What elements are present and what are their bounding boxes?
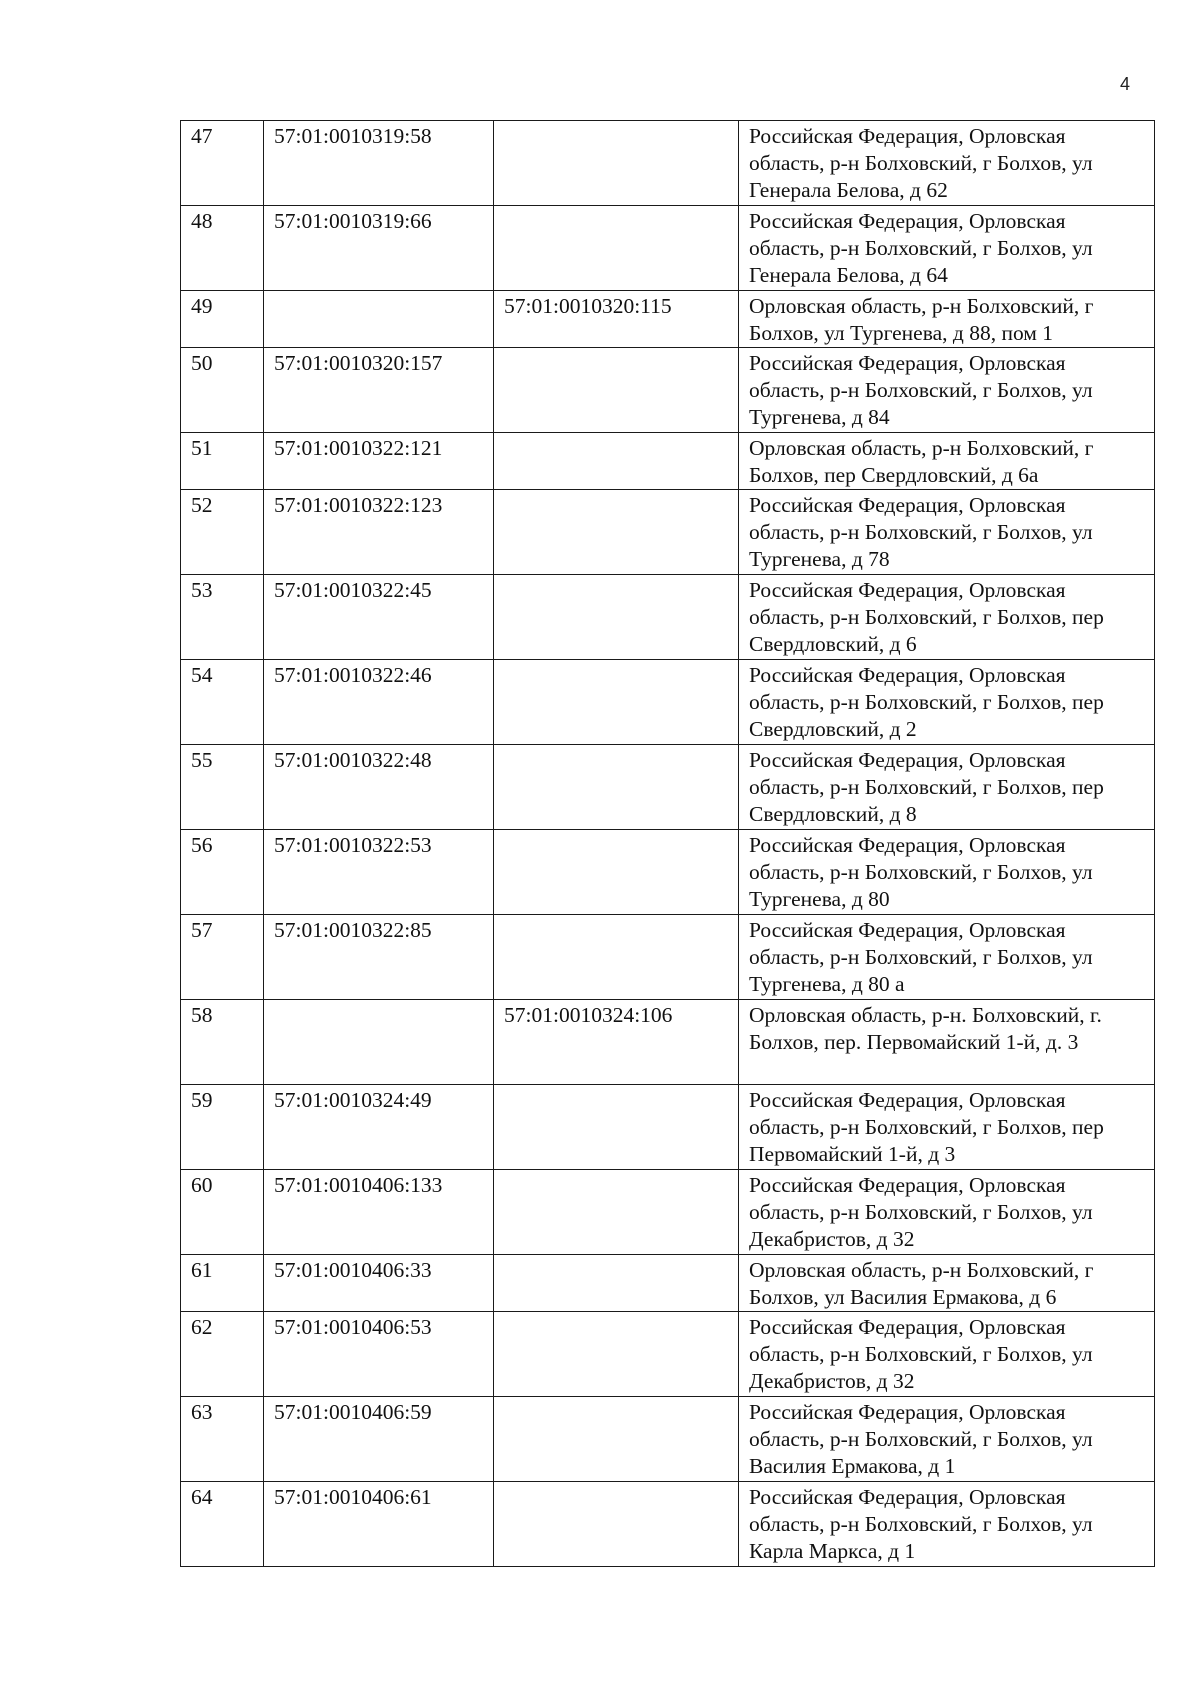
cadastral-number-object (494, 490, 739, 575)
cadastral-number-object (494, 745, 739, 830)
cadastral-number-object (494, 575, 739, 660)
table-row (181, 348, 1155, 433)
row-number: 53 (181, 575, 264, 660)
row-number: 49 (181, 291, 264, 348)
cadastral-number-land: 57:01:0010406:59 (264, 1397, 494, 1482)
row-number: 55 (181, 745, 264, 830)
cadastral-number-object (494, 830, 739, 915)
cadastral-number-land: 57:01:0010322:45 (264, 575, 494, 660)
row-number: 58 (181, 1000, 264, 1085)
table-row (181, 490, 1155, 575)
cadastral-number-land: 57:01:0010322:123 (264, 490, 494, 575)
address: Орловская область, р-н. Болховский, г. Болхов, пер. Первомайский 1-й, д. 3 (739, 1000, 1155, 1085)
cadastral-number-object (494, 1170, 739, 1255)
table-row (181, 1000, 1155, 1085)
row-number: 54 (181, 660, 264, 745)
address: Российская Федерация, Орловская область, р-н Болховский, г Болхов, ул Генерала Белова, д 64 (739, 206, 1155, 291)
cadastral-number-object (494, 1482, 739, 1567)
row-number: 47 (181, 121, 264, 206)
cadastral-number-land (264, 1000, 494, 1085)
cadastral-number-land: 57:01:0010406:33 (264, 1255, 494, 1312)
address: Орловская область, р-н Болховский, г Болхов, ул Тургенева, д 88, пом 1 (739, 291, 1155, 348)
cadastral-number-land: 57:01:0010322:121 (264, 433, 494, 490)
cadastral-number-object (494, 660, 739, 745)
cadastral-number-land (264, 291, 494, 348)
cadastral-number-object (494, 206, 739, 291)
table-row (181, 433, 1155, 490)
cadastral-number-land: 57:01:0010406:133 (264, 1170, 494, 1255)
row-number: 59 (181, 1085, 264, 1170)
row-number: 52 (181, 490, 264, 575)
page-number: 4 (1120, 74, 1131, 94)
address: Российская Федерация, Орловская область, р-н Болховский, г Болхов, ул Карла Маркса, д 1 (739, 1482, 1155, 1567)
row-number: 50 (181, 348, 264, 433)
address: Российская Федерация, Орловская область, р-н Болховский, г Болхов, пер Свердловский, д 2 (739, 660, 1155, 745)
table-row (181, 575, 1155, 660)
table-row (181, 1312, 1155, 1397)
address: Орловская область, р-н Болховский, г Болхов, пер Свердловский, д 6а (739, 433, 1155, 490)
cadastral-number-object (494, 348, 739, 433)
row-number: 62 (181, 1312, 264, 1397)
cadastral-number-land: 57:01:0010319:58 (264, 121, 494, 206)
address: Российская Федерация, Орловская область, р-н Болховский, г Болхов, ул Тургенева, д 84 (739, 348, 1155, 433)
cadastral-number-land: 57:01:0010319:66 (264, 206, 494, 291)
cadastral-number-land: 57:01:0010324:49 (264, 1085, 494, 1170)
row-number: 63 (181, 1397, 264, 1482)
cadastral-number-land: 57:01:0010322:48 (264, 745, 494, 830)
cadastral-number-object (494, 1085, 739, 1170)
cadastral-number-object: 57:01:0010324:106 (494, 1000, 739, 1085)
cadastral-number-land: 57:01:0010320:157 (264, 348, 494, 433)
cadastral-number-land: 57:01:0010322:53 (264, 830, 494, 915)
table-row (181, 121, 1155, 206)
table-row (181, 915, 1155, 1000)
address: Российская Федерация, Орловская область, р-н Болховский, г Болхов, ул Тургенева, д 80 (739, 830, 1155, 915)
address: Российская Федерация, Орловская область, р-н Болховский, г Болхов, ул Василия Ермакова, д 1 (739, 1397, 1155, 1482)
row-number: 51 (181, 433, 264, 490)
row-number: 64 (181, 1482, 264, 1567)
row-number: 56 (181, 830, 264, 915)
cadastral-number-object (494, 1312, 739, 1397)
address: Российская Федерация, Орловская область, р-н Болховский, г Болхов, пер Первомайский 1-й, д 3 (739, 1085, 1155, 1170)
cadastral-number-object (494, 121, 739, 206)
cadastral-number-object: 57:01:0010320:115 (494, 291, 739, 348)
table-row (181, 1482, 1155, 1567)
table-row (181, 1397, 1155, 1482)
table-row (181, 1085, 1155, 1170)
cadastral-number-object (494, 433, 739, 490)
table-row (181, 830, 1155, 915)
row-number: 48 (181, 206, 264, 291)
table-row (181, 660, 1155, 745)
cadastral-number-object (494, 1397, 739, 1482)
address: Орловская область, р-н Болховский, г Болхов, ул Василия Ермакова, д 6 (739, 1255, 1155, 1312)
cadastral-number-land: 57:01:0010322:85 (264, 915, 494, 1000)
table-row (181, 1170, 1155, 1255)
address: Российская Федерация, Орловская область, р-н Болховский, г Болхов, ул Генерала Белова, д 62 (739, 121, 1155, 206)
row-number: 57 (181, 915, 264, 1000)
row-number: 60 (181, 1170, 264, 1255)
address: Российская Федерация, Орловская область, р-н Болховский, г Болхов, ул Декабристов, д 32 (739, 1312, 1155, 1397)
table-row (181, 1255, 1155, 1312)
table-row (181, 206, 1155, 291)
table-row (181, 291, 1155, 348)
address: Российская Федерация, Орловская область, р-н Болховский, г Болхов, пер Свердловский, д 6 (739, 575, 1155, 660)
registry-table (180, 120, 1155, 1567)
cadastral-number-land: 57:01:0010322:46 (264, 660, 494, 745)
cadastral-number-object (494, 915, 739, 1000)
cadastral-number-land: 57:01:0010406:61 (264, 1482, 494, 1567)
row-number: 61 (181, 1255, 264, 1312)
address: Российская Федерация, Орловская область, р-н Болховский, г Болхов, ул Тургенева, д 80 а (739, 915, 1155, 1000)
address: Российская Федерация, Орловская область, р-н Болховский, г Болхов, пер Свердловский, д 8 (739, 745, 1155, 830)
address: Российская Федерация, Орловская область, р-н Болховский, г Болхов, ул Тургенева, д 78 (739, 490, 1155, 575)
cadastral-number-land: 57:01:0010406:53 (264, 1312, 494, 1397)
cadastral-number-object (494, 1255, 739, 1312)
table-row (181, 745, 1155, 830)
address: Российская Федерация, Орловская область, р-н Болховский, г Болхов, ул Декабристов, д 32 (739, 1170, 1155, 1255)
